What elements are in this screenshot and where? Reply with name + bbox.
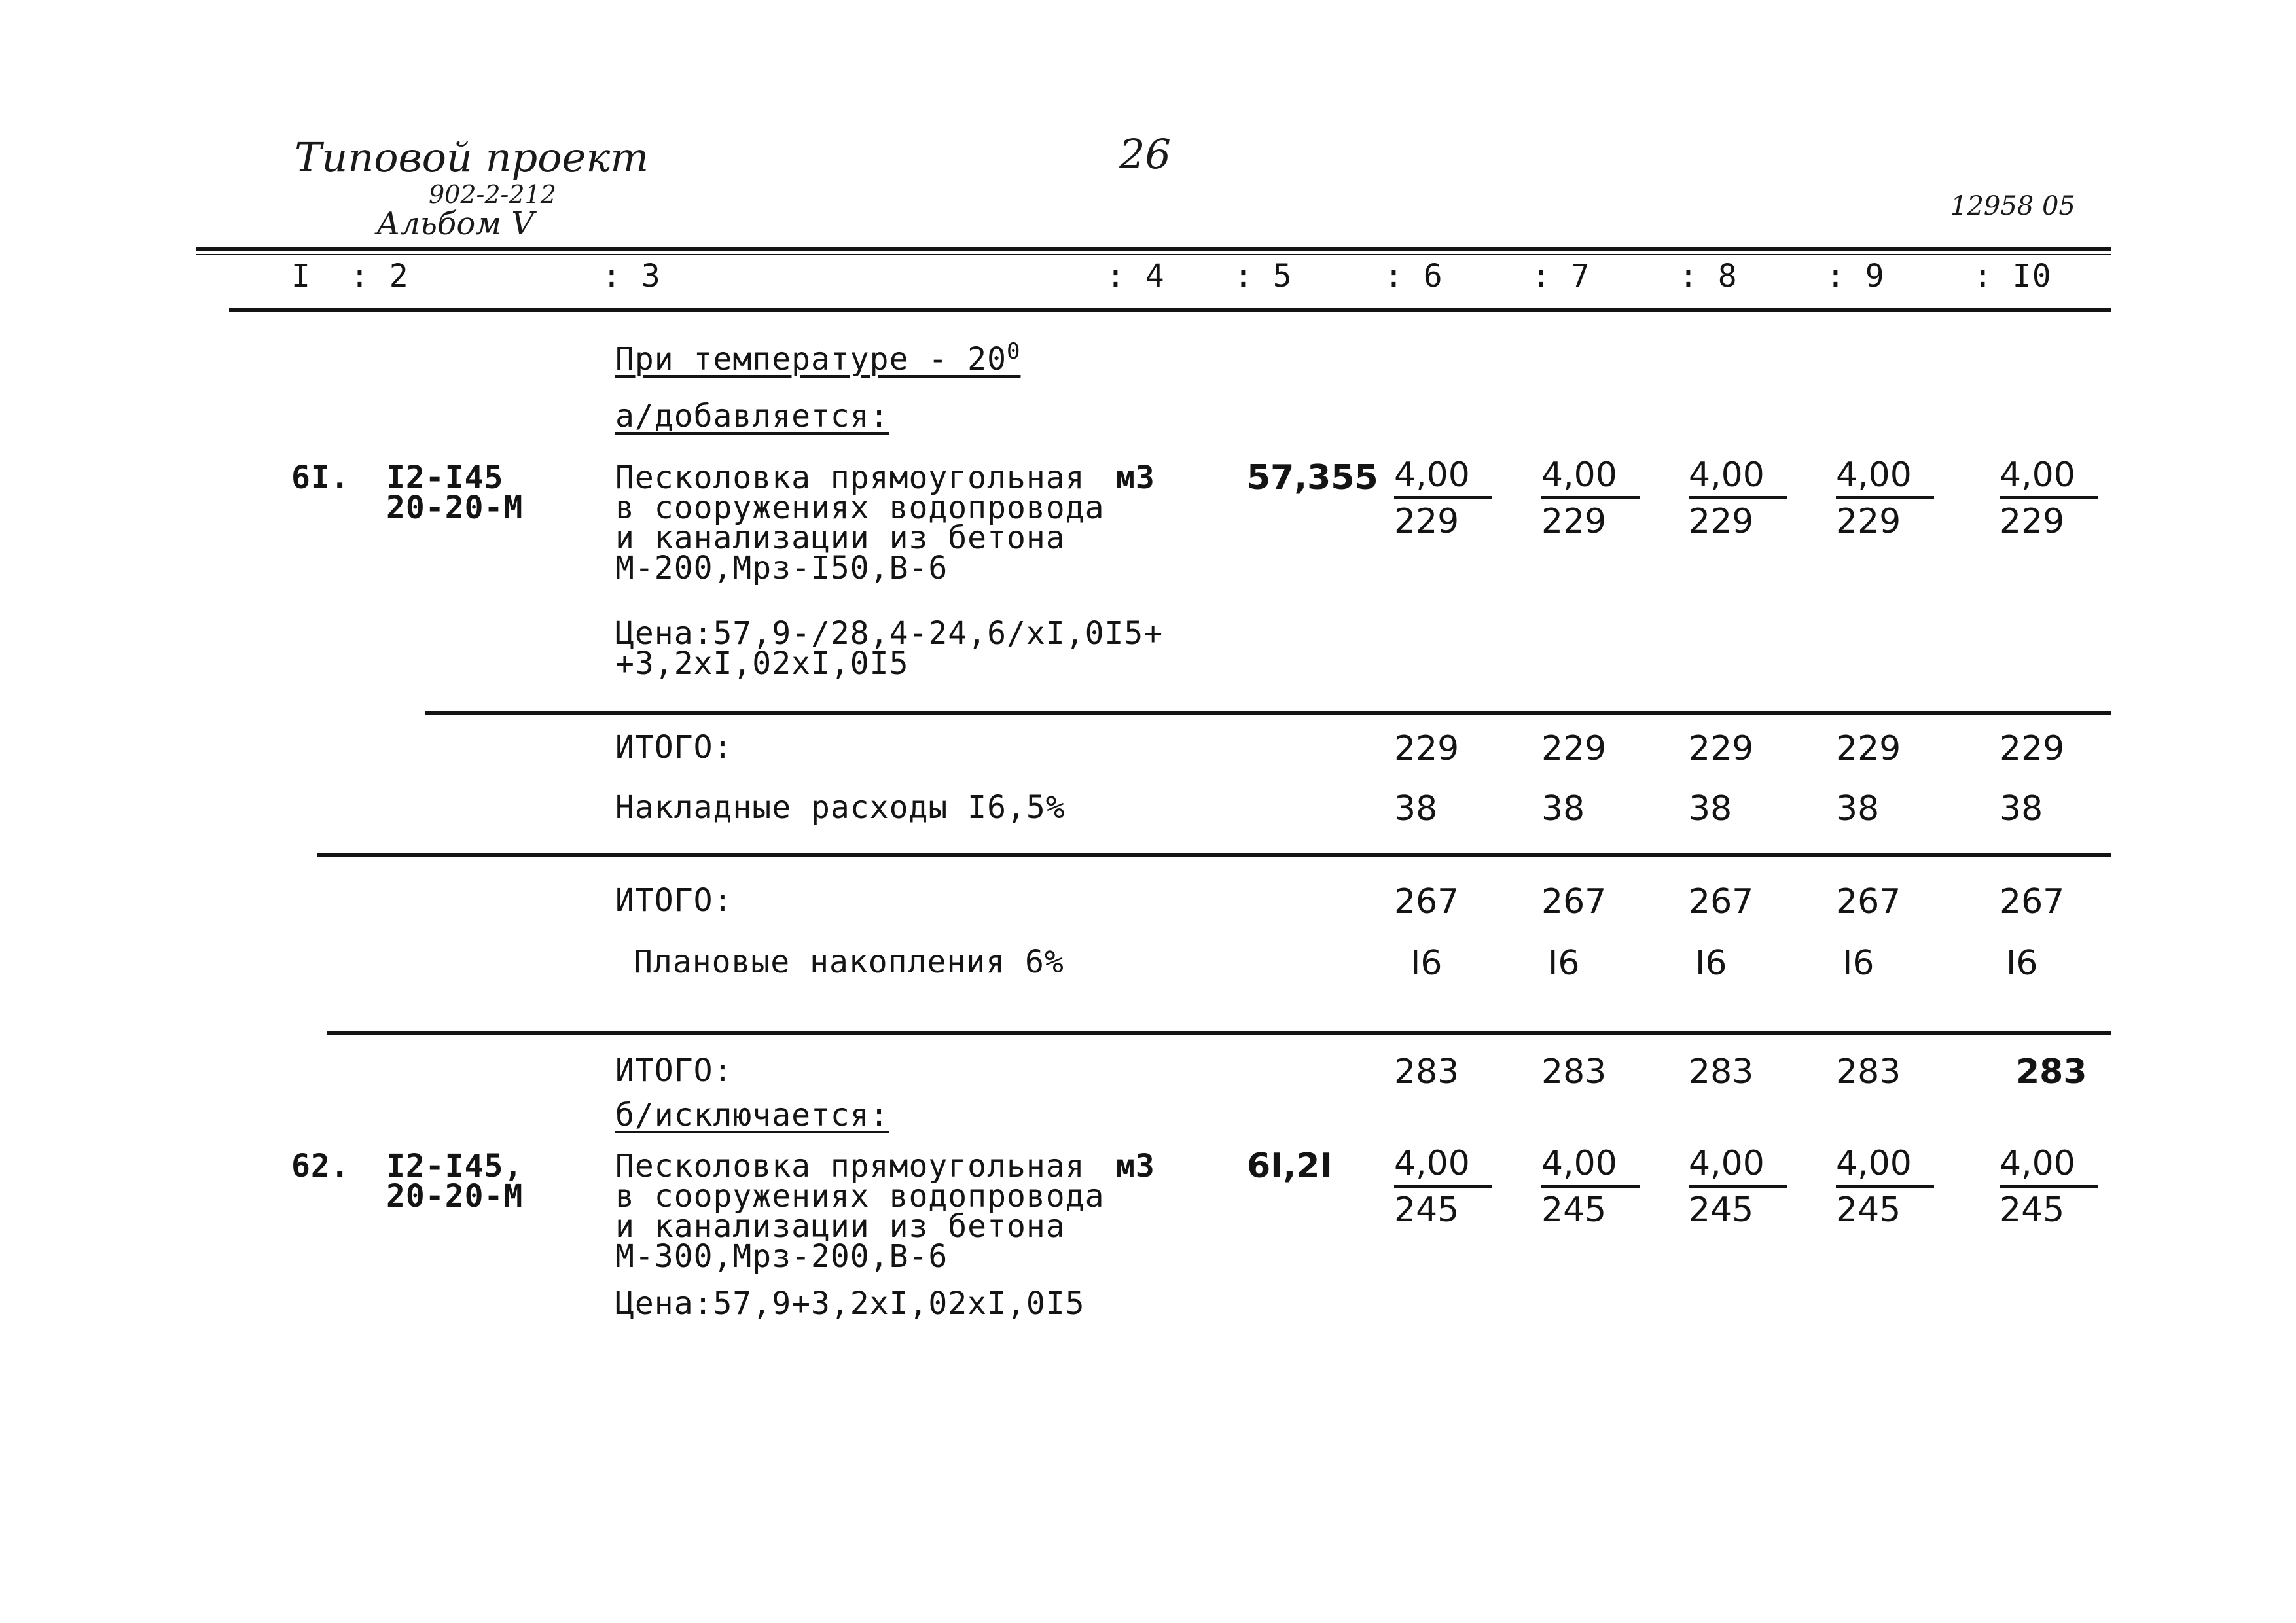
column-header-3: : 3 — [602, 258, 661, 294]
fraction-bottom: 229 — [1541, 502, 1607, 541]
total-col8: 283 — [1689, 1052, 1754, 1092]
column-header-5: : 5 — [1234, 258, 1293, 294]
fraction-col6 — [1394, 455, 1492, 541]
item-quantity: 6I,2I — [1247, 1147, 1333, 1186]
item-price-line1: Цена:57,9+3,2хI,02хI,0I5 — [615, 1285, 1085, 1322]
overhead-label: Накладные расходы I6,5% — [615, 789, 1066, 826]
fraction-col8 — [1689, 1144, 1787, 1230]
fraction-bottom: 229 — [1394, 502, 1460, 541]
fraction-top: 4,00 — [1836, 1147, 1934, 1188]
column-header-9: : 9 — [1826, 258, 1885, 294]
fraction-col7 — [1541, 455, 1640, 541]
item-quantity: 57,355 — [1247, 458, 1378, 497]
item-unit: м3 — [1116, 459, 1155, 496]
fraction-bottom: 245 — [2000, 1190, 2065, 1230]
total-col7: 267 — [1541, 882, 1607, 921]
fraction-top: 4,00 — [1541, 1147, 1640, 1188]
added-label: а/добавляется: — [615, 398, 889, 435]
header-bottom-rule — [229, 308, 2111, 312]
rule-1 — [425, 711, 2111, 715]
rule-3 — [327, 1031, 2111, 1035]
column-header-2: : 2 — [350, 258, 409, 294]
fraction-col7 — [1541, 1144, 1640, 1230]
fraction-col9 — [1836, 1144, 1934, 1230]
fraction-col9 — [1836, 455, 1934, 541]
fraction-top: 4,00 — [1836, 458, 1934, 499]
total-label: ИТОГО: — [615, 882, 733, 919]
degree-superscript: 0 — [1006, 338, 1021, 365]
item-number: 62. — [291, 1148, 350, 1185]
section-title-text: При температуре - 20 — [615, 341, 1007, 378]
item-description-line4: М-300,Мрз-200,В-6 — [615, 1238, 948, 1275]
fraction-top: 4,00 — [1689, 458, 1787, 499]
column-header-10: : I0 — [1973, 258, 2052, 294]
total-col6: 283 — [1394, 1052, 1460, 1092]
column-header-8: : 8 — [1679, 258, 1738, 294]
item-number: 6I. — [291, 459, 350, 496]
planned-col7: I6 — [1548, 944, 1580, 983]
total-col9: 229 — [1836, 729, 1901, 768]
item-price-line2: +3,2хI,02хI,0I5 — [615, 645, 909, 682]
album-label: Альбом V — [376, 205, 534, 242]
document-code: 12958 05 — [1950, 191, 2075, 221]
section-title — [615, 338, 1021, 378]
total-label: ИТОГО: — [615, 1052, 733, 1089]
item-unit: м3 — [1116, 1148, 1155, 1185]
item-code-line2: 20-20-М — [386, 1178, 524, 1215]
fraction-top: 4,00 — [1541, 458, 1640, 499]
header-top-rule-2 — [196, 254, 2111, 255]
fraction-col6 — [1394, 1144, 1492, 1230]
item-description-line3: и канализации из бетона — [615, 1208, 1066, 1245]
overhead-col7: 38 — [1541, 789, 1585, 829]
total-col9: 267 — [1836, 882, 1901, 921]
item-description-line4: М-200,Мрз-I50,В-6 — [615, 550, 948, 586]
fraction-bottom: 229 — [2000, 502, 2065, 541]
total-col7: 229 — [1541, 729, 1607, 768]
fraction-top: 4,00 — [1689, 1147, 1787, 1188]
column-header-6: : 6 — [1384, 258, 1443, 294]
fraction-bottom: 245 — [1689, 1190, 1754, 1230]
fraction-bottom: 245 — [1541, 1190, 1607, 1230]
overhead-col10: 38 — [2000, 789, 2043, 829]
total-col10: 267 — [2000, 882, 2065, 921]
planned-col8: I6 — [1695, 944, 1727, 983]
fraction-col10 — [2000, 455, 2098, 541]
item-price-line1: Цена:57,9-/28,4-24,6/хI,0I5+ — [615, 615, 1164, 652]
item-description-line2: в сооружениях водопровода — [615, 1178, 1105, 1215]
fraction-col8 — [1689, 455, 1787, 541]
overhead-col6: 38 — [1394, 789, 1438, 829]
planned-col10: I6 — [2006, 944, 2038, 983]
total-col10: 283 — [2016, 1052, 2087, 1092]
overhead-col9: 38 — [1836, 789, 1880, 829]
item-code-line1: I2-I45 — [386, 459, 504, 496]
page-number: 26 — [1119, 130, 1171, 178]
fraction-bottom: 245 — [1836, 1190, 1901, 1230]
total-col8: 229 — [1689, 729, 1754, 768]
project-number: 902-2-212 — [429, 180, 556, 209]
header-top-rule — [196, 247, 2111, 251]
total-col6: 267 — [1394, 882, 1460, 921]
fraction-top: 4,00 — [2000, 458, 2098, 499]
total-col7: 283 — [1541, 1052, 1607, 1092]
column-header-1: I — [291, 258, 311, 294]
item-code-line2: 20-20-М — [386, 490, 524, 526]
total-col8: 267 — [1689, 882, 1754, 921]
planned-col9: I6 — [1842, 944, 1874, 983]
planned-label: Плановые накопления 6% — [634, 944, 1064, 980]
item-description-line2: в сооружениях водопровода — [615, 490, 1105, 526]
item-description-line3: и канализации из бетона — [615, 520, 1066, 556]
fraction-bottom: 229 — [1689, 502, 1754, 541]
column-header-4: : 4 — [1106, 258, 1165, 294]
item-description-line1: Песколовка прямоугольная — [615, 459, 1085, 496]
overhead-col8: 38 — [1689, 789, 1732, 829]
fraction-col10 — [2000, 1144, 2098, 1230]
fraction-top: 4,00 — [1394, 1147, 1492, 1188]
total-col9: 283 — [1836, 1052, 1901, 1092]
column-header-7: : 7 — [1532, 258, 1590, 294]
fraction-bottom: 229 — [1836, 502, 1901, 541]
fraction-top: 4,00 — [1394, 458, 1492, 499]
item-code-line1: I2-I45, — [386, 1148, 524, 1185]
total-col10: 229 — [2000, 729, 2065, 768]
total-label: ИТОГО: — [615, 729, 733, 766]
excluded-label: б/исключается: — [615, 1097, 889, 1133]
project-title: Типовой проект — [295, 134, 649, 181]
rule-2 — [317, 853, 2111, 857]
item-description-line1: Песколовка прямоугольная — [615, 1148, 1085, 1185]
planned-col6: I6 — [1410, 944, 1443, 983]
fraction-top: 4,00 — [2000, 1147, 2098, 1188]
total-col6: 229 — [1394, 729, 1460, 768]
fraction-bottom: 245 — [1394, 1190, 1460, 1230]
